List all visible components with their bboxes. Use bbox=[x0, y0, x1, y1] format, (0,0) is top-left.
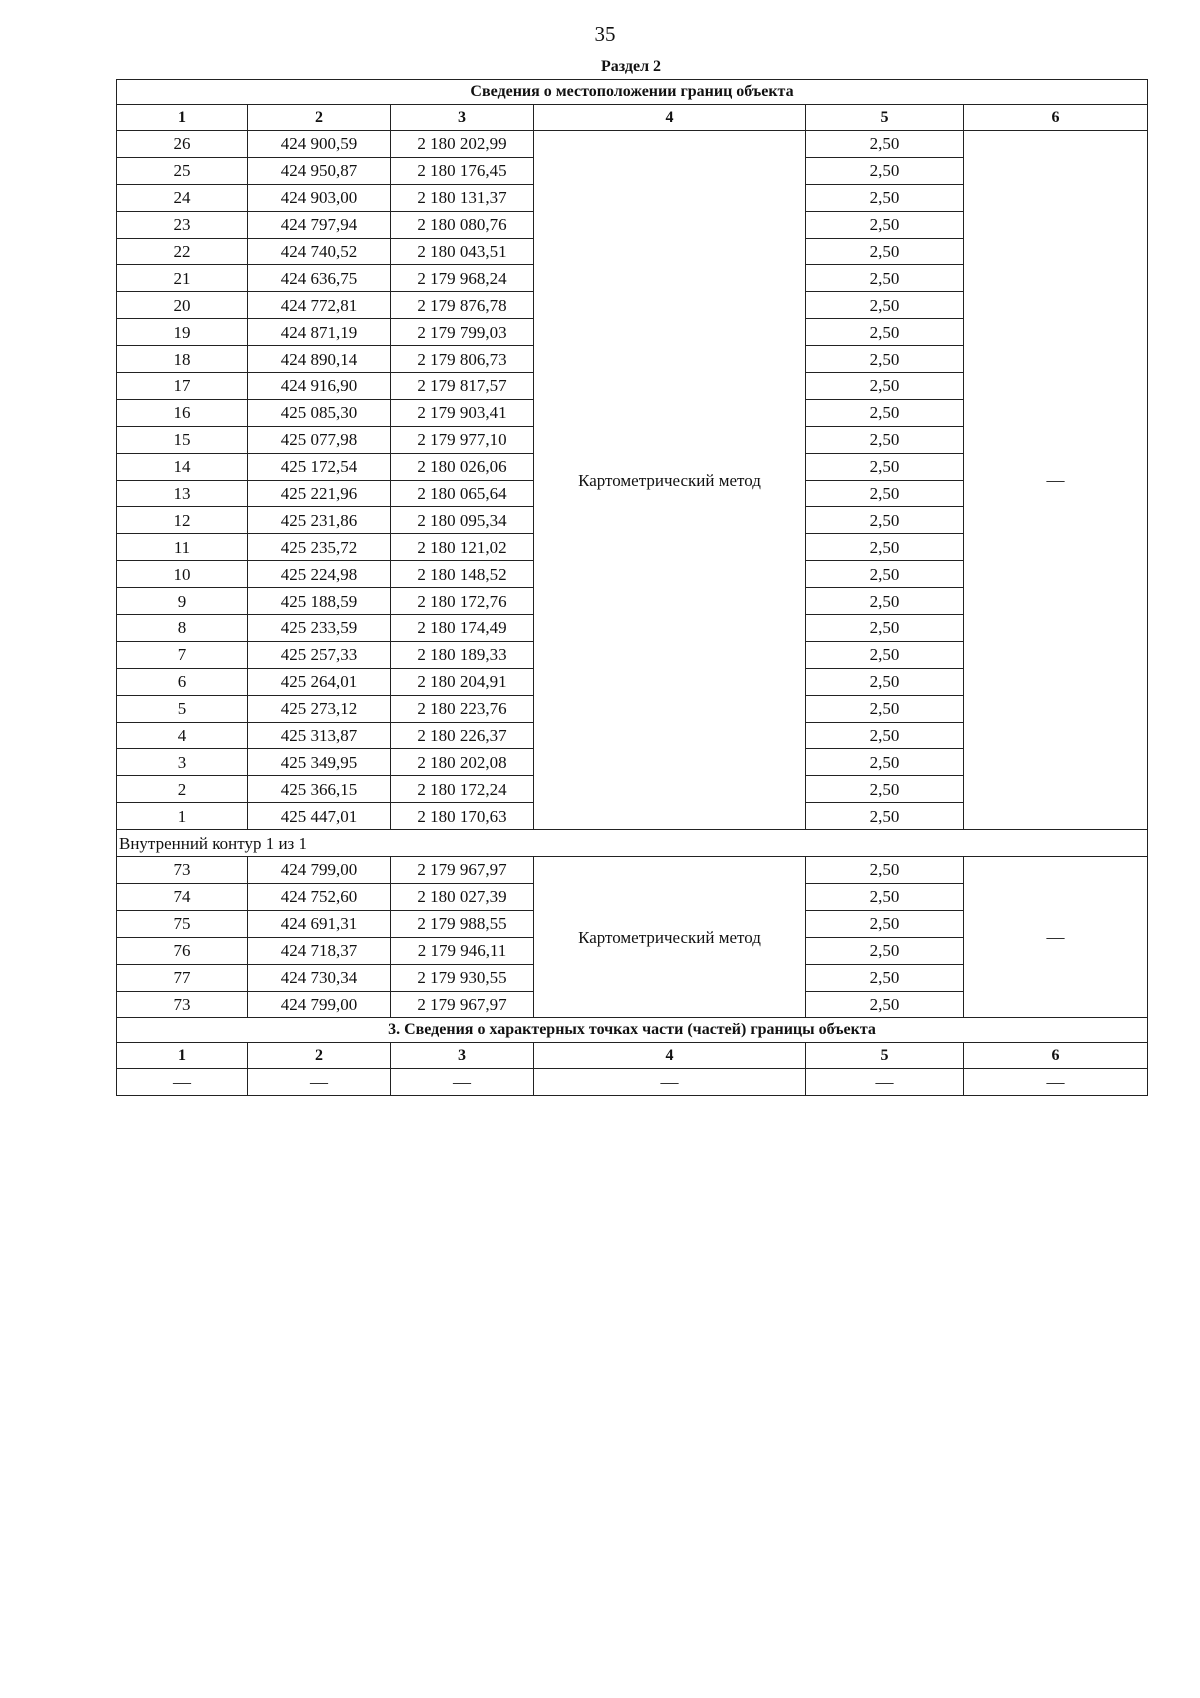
point-number-cell: 11 bbox=[117, 534, 248, 561]
x-coordinate-cell: 424 740,52 bbox=[248, 238, 391, 265]
accuracy-cell: 2,50 bbox=[806, 641, 964, 668]
section3-dash-cell: — bbox=[806, 1069, 964, 1096]
x-coordinate-cell: 425 085,30 bbox=[248, 399, 391, 426]
column-number-1: 1 bbox=[117, 105, 248, 131]
x-coordinate-cell: 425 188,59 bbox=[248, 588, 391, 615]
x-coordinate-cell: 425 349,95 bbox=[248, 749, 391, 776]
accuracy-cell: 2,50 bbox=[806, 319, 964, 346]
x-coordinate-cell: 424 636,75 bbox=[248, 265, 391, 292]
y-coordinate-cell: 2 179 817,57 bbox=[391, 373, 534, 400]
point-number-cell: 26 bbox=[117, 131, 248, 158]
point-number-cell: 10 bbox=[117, 561, 248, 588]
point-number-cell: 6 bbox=[117, 668, 248, 695]
y-coordinate-cell: 2 179 977,10 bbox=[391, 426, 534, 453]
point-number-cell: 4 bbox=[117, 722, 248, 749]
accuracy-cell: 2,50 bbox=[806, 265, 964, 292]
point-number-cell: 18 bbox=[117, 346, 248, 373]
column-number-5: 5 bbox=[806, 105, 964, 131]
column-number-row bbox=[117, 105, 1148, 131]
accuracy-cell: 2,50 bbox=[806, 991, 964, 1018]
x-coordinate-cell: 424 752,60 bbox=[248, 883, 391, 910]
x-coordinate-cell: 424 691,31 bbox=[248, 910, 391, 937]
accuracy-cell: 2,50 bbox=[806, 131, 964, 158]
section3-column-number-2: 2 bbox=[248, 1043, 391, 1069]
point-number-cell: 16 bbox=[117, 399, 248, 426]
y-coordinate-cell: 2 179 968,24 bbox=[391, 265, 534, 292]
point-number-cell: 1 bbox=[117, 803, 248, 830]
accuracy-cell: 2,50 bbox=[806, 453, 964, 480]
boundary-table-body bbox=[117, 80, 1148, 1096]
point-number-cell: 17 bbox=[117, 373, 248, 400]
x-coordinate-cell: 425 366,15 bbox=[248, 776, 391, 803]
accuracy-cell: 2,50 bbox=[806, 857, 964, 884]
accuracy-cell: 2,50 bbox=[806, 211, 964, 238]
accuracy-cell: 2,50 bbox=[806, 399, 964, 426]
method-cell: Картометрический метод bbox=[534, 857, 806, 1018]
point-number-cell: 9 bbox=[117, 588, 248, 615]
y-coordinate-cell: 2 180 131,37 bbox=[391, 184, 534, 211]
x-coordinate-cell: 425 221,96 bbox=[248, 480, 391, 507]
point-number-cell: 22 bbox=[117, 238, 248, 265]
y-coordinate-cell: 2 180 170,63 bbox=[391, 803, 534, 830]
y-coordinate-cell: 2 179 876,78 bbox=[391, 292, 534, 319]
accuracy-cell: 2,50 bbox=[806, 749, 964, 776]
accuracy-cell: 2,50 bbox=[806, 588, 964, 615]
accuracy-cell: 2,50 bbox=[806, 292, 964, 319]
y-coordinate-cell: 2 180 080,76 bbox=[391, 211, 534, 238]
section3-column-number-5: 5 bbox=[806, 1043, 964, 1069]
accuracy-cell: 2,50 bbox=[806, 238, 964, 265]
point-number-cell: 24 bbox=[117, 184, 248, 211]
x-coordinate-cell: 425 257,33 bbox=[248, 641, 391, 668]
point-number-cell: 25 bbox=[117, 157, 248, 184]
x-coordinate-cell: 425 224,98 bbox=[248, 561, 391, 588]
y-coordinate-cell: 2 180 204,91 bbox=[391, 668, 534, 695]
section3-column-number-row bbox=[117, 1043, 1148, 1069]
x-coordinate-cell: 424 799,00 bbox=[248, 857, 391, 884]
x-coordinate-cell: 425 273,12 bbox=[248, 695, 391, 722]
description-cell: — bbox=[964, 131, 1148, 830]
y-coordinate-cell: 2 180 065,64 bbox=[391, 480, 534, 507]
section3-dash-cell: — bbox=[964, 1069, 1148, 1096]
section3-column-number-6: 6 bbox=[964, 1043, 1148, 1069]
point-number-cell: 8 bbox=[117, 615, 248, 642]
point-number-cell: 12 bbox=[117, 507, 248, 534]
x-coordinate-cell: 425 077,98 bbox=[248, 426, 391, 453]
inner-contour-label: Внутренний контур 1 из 1 bbox=[117, 830, 1148, 857]
y-coordinate-cell: 2 180 226,37 bbox=[391, 722, 534, 749]
column-number-3: 3 bbox=[391, 105, 534, 131]
accuracy-cell: 2,50 bbox=[806, 722, 964, 749]
description-cell: — bbox=[964, 857, 1148, 1018]
x-coordinate-cell: 425 235,72 bbox=[248, 534, 391, 561]
section3-row bbox=[117, 1069, 1148, 1096]
x-coordinate-cell: 424 797,94 bbox=[248, 211, 391, 238]
point-number-cell: 5 bbox=[117, 695, 248, 722]
x-coordinate-cell: 425 447,01 bbox=[248, 803, 391, 830]
accuracy-cell: 2,50 bbox=[806, 615, 964, 642]
accuracy-cell: 2,50 bbox=[806, 883, 964, 910]
section3-dash-cell: — bbox=[534, 1069, 806, 1096]
y-coordinate-cell: 2 179 903,41 bbox=[391, 399, 534, 426]
boundary-table bbox=[116, 79, 1148, 1096]
y-coordinate-cell: 2 180 172,24 bbox=[391, 776, 534, 803]
point-number-cell: 21 bbox=[117, 265, 248, 292]
point-number-cell: 75 bbox=[117, 910, 248, 937]
page-number: 35 bbox=[594, 22, 616, 46]
x-coordinate-cell: 424 900,59 bbox=[248, 131, 391, 158]
x-coordinate-cell: 424 730,34 bbox=[248, 964, 391, 991]
accuracy-cell: 2,50 bbox=[806, 157, 964, 184]
table-row bbox=[117, 131, 1148, 158]
accuracy-cell: 2,50 bbox=[806, 373, 964, 400]
y-coordinate-cell: 2 180 027,39 bbox=[391, 883, 534, 910]
x-coordinate-cell: 425 233,59 bbox=[248, 615, 391, 642]
section3-column-number-1: 1 bbox=[117, 1043, 248, 1069]
point-number-cell: 2 bbox=[117, 776, 248, 803]
point-number-cell: 13 bbox=[117, 480, 248, 507]
y-coordinate-cell: 2 179 930,55 bbox=[391, 964, 534, 991]
column-number-2: 2 bbox=[248, 105, 391, 131]
point-number-cell: 19 bbox=[117, 319, 248, 346]
accuracy-cell: 2,50 bbox=[806, 480, 964, 507]
x-coordinate-cell: 424 916,90 bbox=[248, 373, 391, 400]
accuracy-cell: 2,50 bbox=[806, 937, 964, 964]
accuracy-cell: 2,50 bbox=[806, 668, 964, 695]
x-coordinate-cell: 424 903,00 bbox=[248, 184, 391, 211]
section3-title-row bbox=[117, 1018, 1148, 1043]
y-coordinate-cell: 2 180 202,99 bbox=[391, 131, 534, 158]
section3-dash-cell: — bbox=[248, 1069, 391, 1096]
accuracy-cell: 2,50 bbox=[806, 561, 964, 588]
section-title: Раздел 2 bbox=[600, 58, 662, 75]
inner-contour-row bbox=[117, 830, 1148, 857]
accuracy-cell: 2,50 bbox=[806, 507, 964, 534]
accuracy-cell: 2,50 bbox=[806, 964, 964, 991]
y-coordinate-cell: 2 180 202,08 bbox=[391, 749, 534, 776]
point-number-cell: 73 bbox=[117, 991, 248, 1018]
x-coordinate-cell: 425 172,54 bbox=[248, 453, 391, 480]
y-coordinate-cell: 2 180 223,76 bbox=[391, 695, 534, 722]
y-coordinate-cell: 2 179 967,97 bbox=[391, 991, 534, 1018]
point-number-cell: 7 bbox=[117, 641, 248, 668]
accuracy-cell: 2,50 bbox=[806, 426, 964, 453]
y-coordinate-cell: 2 180 174,49 bbox=[391, 615, 534, 642]
point-number-cell: 73 bbox=[117, 857, 248, 884]
point-number-cell: 74 bbox=[117, 883, 248, 910]
y-coordinate-cell: 2 179 967,97 bbox=[391, 857, 534, 884]
accuracy-cell: 2,50 bbox=[806, 184, 964, 211]
point-number-cell: 20 bbox=[117, 292, 248, 319]
y-coordinate-cell: 2 180 043,51 bbox=[391, 238, 534, 265]
accuracy-cell: 2,50 bbox=[806, 695, 964, 722]
y-coordinate-cell: 2 180 121,02 bbox=[391, 534, 534, 561]
y-coordinate-cell: 2 179 806,73 bbox=[391, 346, 534, 373]
y-coordinate-cell: 2 179 946,11 bbox=[391, 937, 534, 964]
section3-dash-cell: — bbox=[117, 1069, 248, 1096]
section3-dash-cell: — bbox=[391, 1069, 534, 1096]
table-row bbox=[117, 857, 1148, 884]
x-coordinate-cell: 425 231,86 bbox=[248, 507, 391, 534]
y-coordinate-cell: 2 180 148,52 bbox=[391, 561, 534, 588]
column-number-6: 6 bbox=[964, 105, 1148, 131]
accuracy-cell: 2,50 bbox=[806, 910, 964, 937]
section3-column-number-3: 3 bbox=[391, 1043, 534, 1069]
point-number-cell: 23 bbox=[117, 211, 248, 238]
x-coordinate-cell: 424 772,81 bbox=[248, 292, 391, 319]
x-coordinate-cell: 424 890,14 bbox=[248, 346, 391, 373]
accuracy-cell: 2,50 bbox=[806, 346, 964, 373]
x-coordinate-cell: 424 950,87 bbox=[248, 157, 391, 184]
y-coordinate-cell: 2 180 172,76 bbox=[391, 588, 534, 615]
y-coordinate-cell: 2 180 095,34 bbox=[391, 507, 534, 534]
y-coordinate-cell: 2 180 189,33 bbox=[391, 641, 534, 668]
point-number-cell: 15 bbox=[117, 426, 248, 453]
y-coordinate-cell: 2 180 176,45 bbox=[391, 157, 534, 184]
x-coordinate-cell: 424 799,00 bbox=[248, 991, 391, 1018]
y-coordinate-cell: 2 180 026,06 bbox=[391, 453, 534, 480]
y-coordinate-cell: 2 179 988,55 bbox=[391, 910, 534, 937]
section3-title: 3. Сведения о характерных точках части (частей) границы объекта bbox=[117, 1018, 1148, 1043]
method-cell: Картометрический метод bbox=[534, 131, 806, 830]
x-coordinate-cell: 425 313,87 bbox=[248, 722, 391, 749]
point-number-cell: 77 bbox=[117, 964, 248, 991]
accuracy-cell: 2,50 bbox=[806, 776, 964, 803]
point-number-cell: 76 bbox=[117, 937, 248, 964]
table-title: Сведения о местоположении границ объекта bbox=[117, 80, 1148, 105]
accuracy-cell: 2,50 bbox=[806, 534, 964, 561]
y-coordinate-cell: 2 179 799,03 bbox=[391, 319, 534, 346]
table-title-row bbox=[117, 80, 1148, 105]
point-number-cell: 3 bbox=[117, 749, 248, 776]
x-coordinate-cell: 424 871,19 bbox=[248, 319, 391, 346]
point-number-cell: 14 bbox=[117, 453, 248, 480]
x-coordinate-cell: 424 718,37 bbox=[248, 937, 391, 964]
section3-column-number-4: 4 bbox=[534, 1043, 806, 1069]
x-coordinate-cell: 425 264,01 bbox=[248, 668, 391, 695]
column-number-4: 4 bbox=[534, 105, 806, 131]
accuracy-cell: 2,50 bbox=[806, 803, 964, 830]
